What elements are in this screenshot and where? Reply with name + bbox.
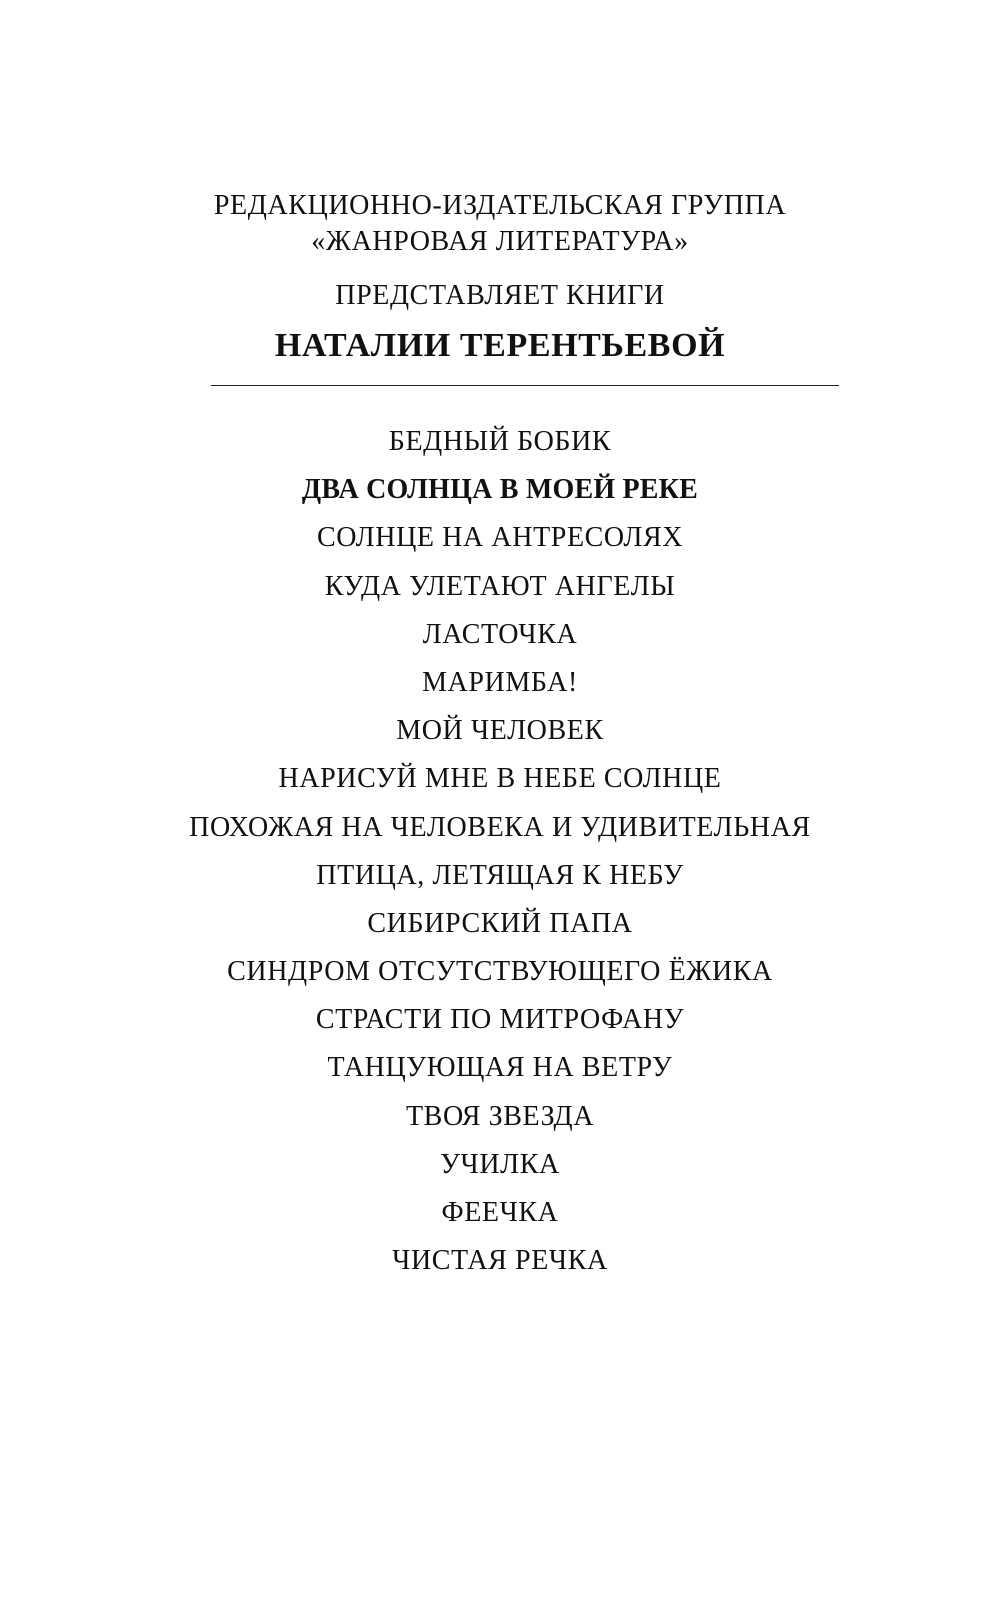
book-title: ЛАСТОЧКА <box>422 618 578 650</box>
book-title: БЕДНЫЙ БОБИК <box>388 426 612 457</box>
book-title: МАРИМБА! <box>422 666 578 698</box>
book-title: ПТИЦА, ЛЕТЯЩАЯ К НЕБУ <box>316 859 684 891</box>
divider-line <box>211 385 839 386</box>
book-title: СТРАСТИ ПО МИТРОФАНУ <box>315 1004 685 1036</box>
book-title: ТВОЯ ЗВЕЗДА <box>405 1100 595 1132</box>
book-title: УЧИЛКА <box>440 1148 560 1180</box>
book-title: ДВА СОЛНЦА В МОЕЙ РЕКЕ <box>301 474 699 506</box>
author-name: НАТАЛИИ ТЕРЕНТЬЕВОЙ <box>274 327 726 364</box>
book-title: ЧИСТАЯ РЕЧКА <box>392 1245 608 1277</box>
publisher-name-line-1: РЕДАКЦИОННО-ИЗДАТЕЛЬСКАЯ ГРУППА <box>213 190 787 221</box>
book-title: ТАНЦУЮЩАЯ НА ВЕТРУ <box>327 1052 673 1084</box>
book-title: ФЕЕЧКА <box>441 1197 559 1228</box>
book-title: КУДА УЛЕТАЮТ АНГЕЛЫ <box>324 570 676 602</box>
book-title-list <box>0 418 1000 1285</box>
publisher-name-line-2: «ЖАНРОВАЯ ЛИТЕРАТУРА» <box>311 226 689 257</box>
book-title: ПОХОЖАЯ НА ЧЕЛОВЕКА И УДИВИТЕЛЬНАЯ <box>189 811 811 843</box>
book-title: МОЙ ЧЕЛОВЕК <box>396 715 604 747</box>
page-header <box>0 188 1000 368</box>
presents-heading: ПРЕДСТАВЛЯЕТ КНИГИ <box>335 280 665 311</box>
book-title: НАРИСУЙ МНЕ В НЕБЕ СОЛНЦЕ <box>278 763 722 795</box>
book-title: СИБИРСКИЙ ПАПА <box>367 907 633 939</box>
book-title: СОЛНЦЕ НА АНТРЕСОЛЯХ <box>316 522 684 554</box>
book-title: СИНДРОМ ОТСУТСТВУЮЩЕГО ЁЖИКА <box>227 956 773 988</box>
